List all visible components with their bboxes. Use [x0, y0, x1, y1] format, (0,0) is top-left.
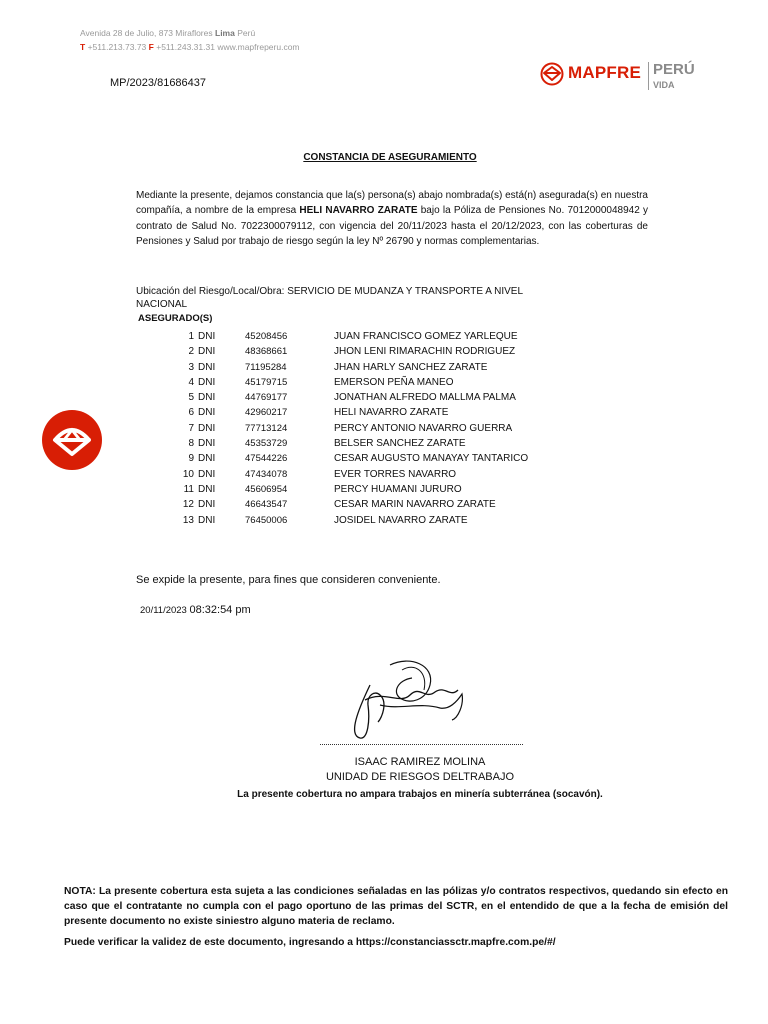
mapfre-emblem-icon — [540, 62, 564, 86]
insured-row — [150, 438, 570, 453]
insured-name: JOSIDEL NAVARRO ZARATE — [334, 514, 468, 526]
document-id: 46643547 — [245, 499, 288, 511]
insured-row — [150, 407, 570, 422]
insured-name: JUAN FRANCISCO GOMEZ YARLEQUE — [334, 331, 518, 342]
insured-name: EVER TORRES NAVARRO — [334, 468, 457, 480]
risk-location — [136, 286, 556, 311]
mapfre-logo — [538, 58, 698, 94]
intro-text-1: Mediante la presente, dejamos constancia que la(s) persona(s) abajo nombrada(s) está(n) asegurada(s) en nuestra compañía, a nombre de la empresa — [136, 190, 648, 217]
intro-text-2: bajo la Póliza de Pensiones No. 7012000048942 y contrato de Salud No. 7022300079112, con vigencia del — [136, 205, 648, 232]
insured-name: HELI NAVARRO ZARATE — [334, 407, 449, 419]
document-type: DNI — [198, 514, 216, 526]
phone-number: +511.213.73.73 — [87, 42, 147, 52]
verification-link[interactable]: Puede verificar la validez de este documento, ingresando a https://constanciassctr.mapfre.com.pe/#/ — [64, 937, 556, 948]
logo-brand: MAPFRE — [568, 63, 641, 82]
insured-row — [150, 499, 570, 514]
mining-exclusion-note: La presente cobertura no ampara trabajos en minería subterránea (socavón). — [237, 789, 603, 800]
document-id: 45606954 — [245, 483, 288, 495]
insured-number: 11 — [183, 483, 194, 495]
validity-end-date: 20/12/2023 — [491, 220, 542, 232]
note-label: NOTA: — [64, 886, 96, 897]
document-id: 45353729 — [245, 438, 288, 450]
insured-row — [150, 469, 570, 484]
insured-number: 3 — [188, 361, 194, 373]
document-id: 45208456 — [245, 331, 288, 342]
closing-statement: Se expide la presente, para fines que consideren conveniente. — [136, 574, 441, 586]
insured-name: PERCY ANTONIO NAVARRO GUERRA — [334, 422, 513, 434]
intro-text-4: , con las coberturas de Pensiones y Salud por trabajo de riesgo según la ley Nº 26790 y normas complementarias. — [136, 220, 648, 248]
insured-number: 2 — [188, 346, 194, 358]
document-reference: MP/2023/81686437 — [110, 77, 207, 89]
location-value: SERVICIO DE MUDANZA Y TRANSPORTE A NIVEL NACIONAL — [136, 286, 523, 310]
insured-number: 7 — [188, 422, 194, 434]
intro-paragraph — [136, 188, 648, 250]
document-type: DNI — [198, 468, 216, 480]
document-type: DNI — [198, 331, 216, 342]
address-street: Avenida 28 de Julio, 873 Miraflores — [80, 28, 213, 38]
validity-start-date: 20/11/2023 — [397, 220, 447, 232]
website-link[interactable]: www.mapfreperu.com — [217, 42, 300, 52]
document-id: 77713124 — [245, 422, 288, 434]
signer-unit: UNIDAD DE RIESGOS DELTRABAJO — [325, 771, 515, 783]
location-label: Ubicación del Riesgo/Local/Obra: — [136, 286, 285, 297]
insured-row — [150, 515, 570, 530]
address-city: Lima — [215, 28, 235, 38]
issue-time: 08:32:54 pm — [189, 604, 251, 616]
insured-number: 1 — [188, 331, 194, 342]
insured-list — [150, 331, 570, 530]
insured-name: EMERSON PEÑA MANEO — [334, 376, 454, 388]
document-type: DNI — [198, 346, 216, 358]
logo-country: PERÚ — [653, 61, 695, 78]
insured-name: CESAR AUGUSTO MANAYAY TANTARICO — [334, 453, 529, 465]
issue-datetime — [140, 604, 251, 616]
fax-label: F — [148, 42, 154, 52]
handwritten-signature — [340, 650, 470, 745]
logo-subtitle: VIDA — [653, 80, 675, 90]
insured-name: JONATHAN ALFREDO MALLMA PALMA — [334, 392, 516, 404]
insured-row — [150, 392, 570, 407]
signature-line — [320, 738, 523, 745]
phone-label: T — [80, 42, 86, 52]
address-line — [80, 26, 300, 40]
insured-row — [150, 377, 570, 392]
legal-note — [64, 884, 728, 929]
issue-date: 20/11/2023 — [140, 605, 187, 616]
insured-number: 13 — [182, 514, 194, 526]
intro-text-3: hasta el — [446, 220, 492, 232]
insured-name: JHON LENI RIMARACHIN RODRIGUEZ — [334, 346, 516, 358]
insured-number: 10 — [182, 468, 194, 480]
document-id: 44769177 — [245, 392, 288, 404]
fax-number: +511.243.31.31 — [156, 42, 215, 52]
insured-row — [150, 484, 570, 499]
document-title: CONSTANCIA DE ASEGURAMIENTO — [303, 152, 477, 163]
document-id: 47434078 — [245, 468, 288, 480]
insured-row — [150, 362, 570, 377]
mapfre-emblem-icon — [42, 410, 102, 470]
document-id: 42960217 — [245, 407, 288, 419]
contact-line — [80, 40, 300, 54]
address-country: Perú — [237, 28, 256, 38]
document-type: DNI — [198, 499, 216, 511]
insured-name: BELSER SANCHEZ ZARATE — [334, 438, 466, 450]
insured-name: PERCY HUAMANI JURURO — [334, 483, 462, 495]
insured-row — [150, 331, 570, 346]
insured-name: CESAR MARIN NAVARRO ZARATE — [334, 499, 496, 511]
document-type: DNI — [198, 361, 216, 373]
signer-name: ISAAC RAMIREZ MOLINA — [354, 756, 486, 768]
document-id: 47544226 — [245, 453, 288, 465]
document-id: 45179715 — [245, 376, 288, 388]
document-type: DNI — [198, 376, 216, 388]
insured-number: 6 — [188, 407, 194, 419]
insured-header: ASEGURADO(S) — [138, 313, 213, 324]
document-id: 48368661 — [245, 346, 288, 358]
insured-row — [150, 423, 570, 438]
company-address — [80, 26, 300, 54]
document-type: DNI — [198, 483, 216, 495]
document-type: DNI — [198, 392, 216, 404]
mapfre-watermark-logo — [42, 410, 102, 470]
insured-row — [150, 346, 570, 361]
company-name: HELI NAVARRO ZARATE — [299, 205, 418, 217]
document-id: 71195284 — [245, 361, 287, 373]
insured-number: 8 — [188, 438, 194, 450]
insured-row — [150, 453, 570, 468]
insured-number: 5 — [188, 392, 194, 404]
document-type: DNI — [198, 453, 216, 465]
document-id: 76450006 — [245, 514, 288, 526]
document-type: DNI — [198, 438, 216, 450]
document-type: DNI — [198, 407, 216, 419]
insured-number: 12 — [182, 499, 194, 511]
insured-name: JHAN HARLY SANCHEZ ZARATE — [334, 361, 488, 373]
signer-block — [300, 755, 540, 785]
insured-number: 4 — [188, 376, 194, 388]
insured-number: 9 — [188, 453, 194, 465]
document-type: DNI — [198, 422, 216, 434]
logo-divider — [648, 62, 649, 90]
note-text: La presente cobertura esta sujeta a las condiciones señaladas en las pólizas y/o contratos respectivos, quedando sin efecto en caso que el contratante no cumpla con el pago oportuno de las primas del SCTR, en el entendido de que a la fecha de emisión del presente documento no existe siniestro alguno materia de reclamo. — [64, 886, 728, 927]
